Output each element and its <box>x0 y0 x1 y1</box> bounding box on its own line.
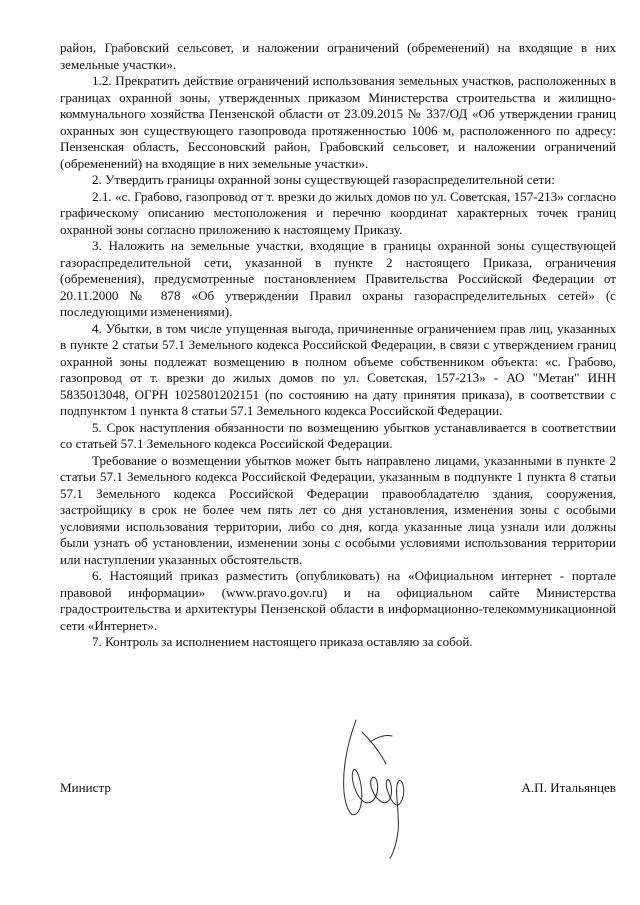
paragraph-3: 3. Наложить на земельные участки, входящие в границы охранной зоны существующей газораспределительной сети, указанной в пункте 2 настоящего Приказа, ограничения (обременения), предусмотренные постановлением Правительства Российской Федерации от 20.11.2000 № 878 «Об утверждении Правил охраны газораспределительных сетей» (с последующими изменениями). <box>60 238 616 319</box>
paragraph-5-requirement: Требование о возмещении убытков может быть направлено лицами, указанными в пункте 2 статьи 57.1 Земельного кодекса Российской Федерации, указанным в подпункте 1 пункта 8 статьи 57.1 Земельного кодекса Российской Федерации правообладателю здания, сооружения, застройщику в срок не более чем пять лет со дня установления, изменения зоны с особыми условиями использования территории, либо со дня, когда указанные лица узнали или должны были узнать об установлении, изменении зоны с особыми условиями использования территории или наступлении указанных обстоятельств. <box>60 452 616 567</box>
signatory-position: Министр <box>60 780 111 795</box>
paragraph-6: 6. Настоящий приказ разместить (опубликовать) на «Официальном интернет - портале правовой информации» (www.pravo.gov.ru) и на официальном сайте Министерства градостроительства и архитектуры Пензенской области в информационно-телекоммуникационной сети «Интернет». <box>60 568 616 633</box>
paragraph-4: 4. Убытки, в том числе упущенная выгода, причиненные ограничением прав лиц, указанных в пункте 2 статьи 57.1 Земельного кодекса Российской Федерации, в связи с утверждением границ охранной зоны подлежат возмещению в полном объеме собственником объекта: «с. Грабово, газопровод от т. врезки до жилых домов по ул. Советская, 157-213» - АО "Метан" ИНН 5835013048, ОГРН 1025801202151 (по состоянию на дату принятия приказа), в соответствии с подпунктом 1 пункта 8 статьи 57.1 Земельного кодекса Российской Федерации. <box>60 320 616 418</box>
document-body <box>60 40 616 651</box>
paragraph-2: 2. Утвердить границы охранной зоны существующей газораспределительной сети: <box>92 172 555 187</box>
signature-row <box>60 780 616 798</box>
paragraph-1-2: 1.2. Прекратить действие ограничений использования земельных участков, расположенных в границах охранной зоны, утвержденных приказом Министерства строительства и жилищно-коммунального хозяйства Пензенской области от 23.09.2015 № 337/ОД «Об утверждении границ охранных зон существующего газопровода протяженностью 1006 м, расположенного по адресу: Пензенская область, Бессоновский район, Грабовский сельсовет, и наложении ограничений (обременений) на входящие в них земельные участки». <box>60 73 616 171</box>
paragraph-5: 5. Срок наступления обязанности по возмещению убытков устанавливается в соответствии со статьей 57.1 Земельного кодекса Российской Федерации. <box>60 419 616 451</box>
signatory-name: А.П. Итальянцев <box>521 780 616 795</box>
paragraph-7: 7. Контроль за исполнением настоящего приказа оставляю за собой. <box>92 634 473 649</box>
paragraph-2-1: 2.1. «с. Грабово, газопровод от т. врезки до жилых домов по ул. Советская, 157-213» согласно графическому описанию местоположения и перечню координат характерных точек границ охранной зоны согласно приложению к настоящему Приказу. <box>60 188 616 237</box>
paragraph-continuation: район, Грабовский сельсовет, и наложении ограничений (обременений) на входящие в них земельные участки». <box>60 40 616 72</box>
